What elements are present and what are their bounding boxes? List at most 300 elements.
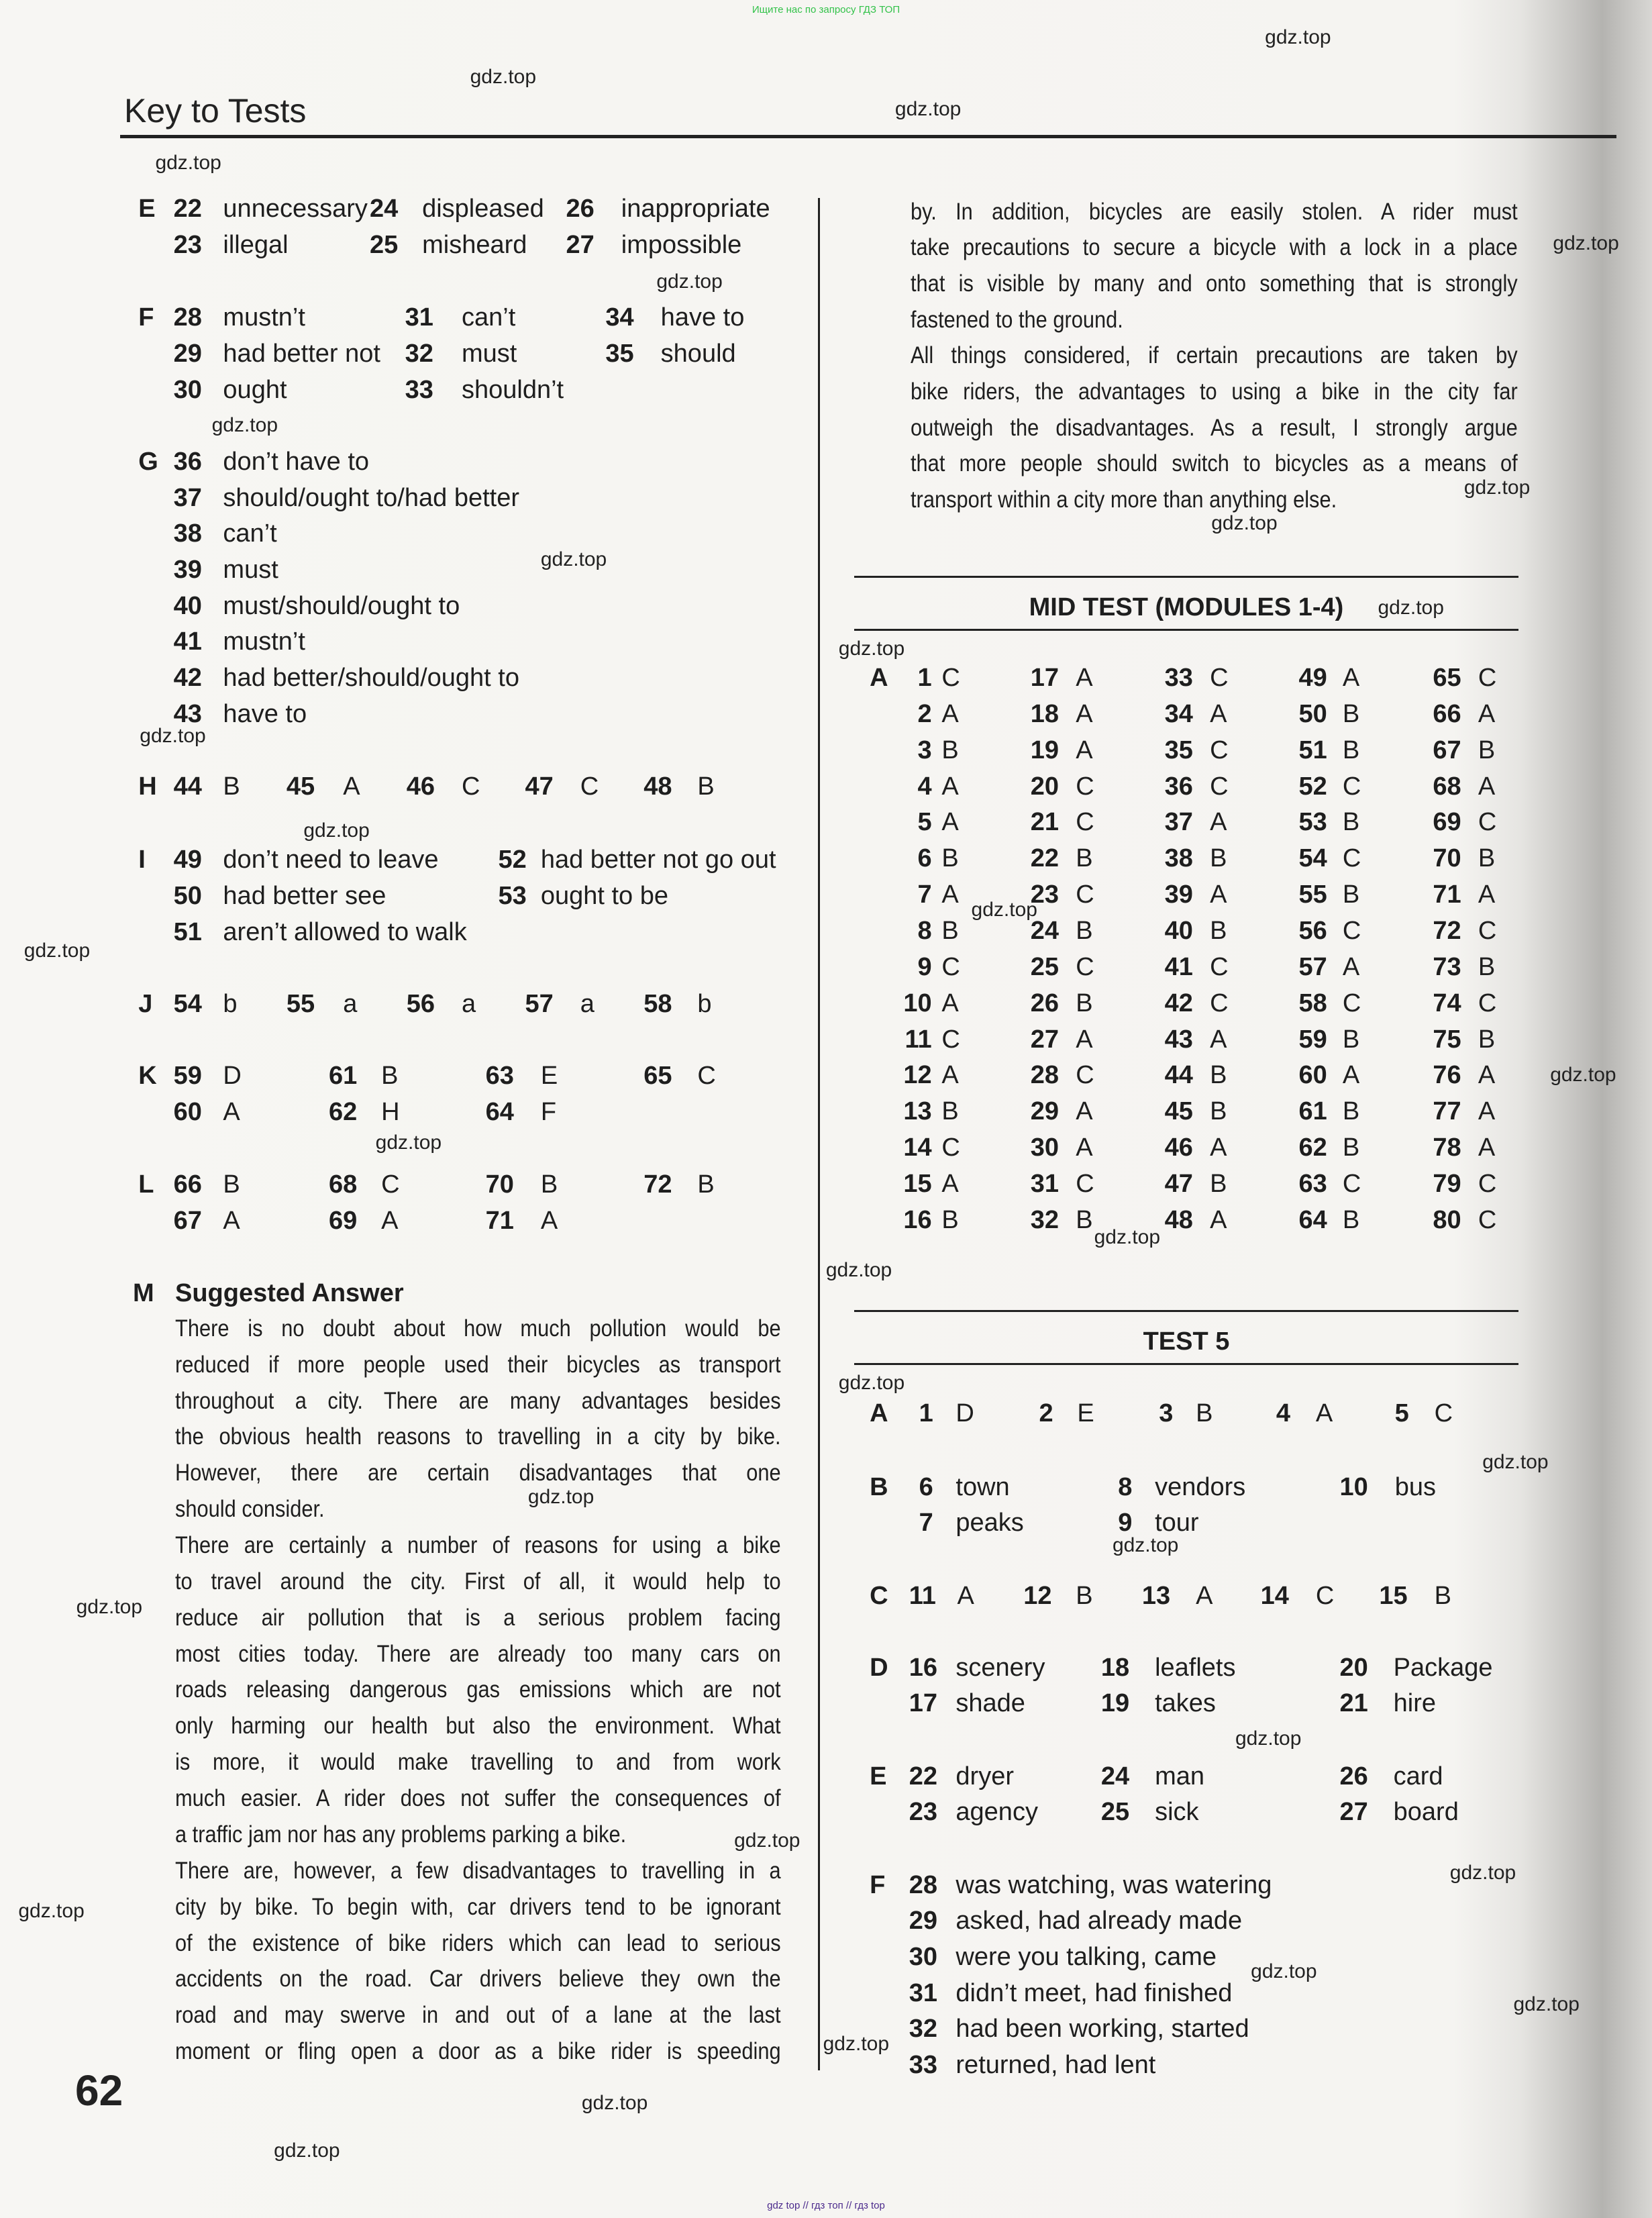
answer-number: 4 <box>917 772 932 801</box>
answer-number: 66 <box>1433 699 1461 728</box>
answer-number: 59 <box>1298 1025 1327 1054</box>
answer-number: 62 <box>1298 1133 1327 1162</box>
answer-number: 40 <box>1164 916 1193 945</box>
answer-number: 15 <box>1379 1581 1408 1610</box>
watermark-text: gdz.top <box>1112 1533 1179 1556</box>
answer-text: was watching, was watering <box>956 1870 1272 1899</box>
answer-text: A <box>381 1206 399 1235</box>
watermark-text: gdz.top <box>23 940 91 962</box>
watermark-text: gdz.top <box>1211 511 1278 534</box>
answer-number: 50 <box>1298 699 1327 728</box>
answer-text: scenery <box>956 1653 1045 1682</box>
answer-text: A <box>540 1206 558 1235</box>
answer-text: ought to be <box>540 881 668 910</box>
answer-number: 54 <box>173 989 202 1018</box>
answer-text: didn’t meet, had finished <box>956 1978 1233 2007</box>
column-divider <box>818 198 820 2070</box>
mid-test-bottom-rule <box>854 629 1518 631</box>
section-letter: E <box>138 195 156 223</box>
answer-text: have to <box>223 699 307 728</box>
answer-text: B <box>540 1170 558 1199</box>
answer-text: B <box>1342 736 1360 764</box>
answer-text: mustn’t <box>223 303 305 332</box>
answer-text: have to <box>660 303 745 332</box>
answer-text: A <box>941 880 959 909</box>
essay-line: of the existence of bike riders which can lead to serious <box>174 1929 781 1956</box>
watermark-text: gdz.top <box>1094 1226 1161 1249</box>
answer-text: C <box>1342 1169 1361 1198</box>
section-letter: F <box>870 1870 886 1899</box>
answer-number: 77 <box>1433 1097 1461 1126</box>
watermark-text: gdz.top <box>211 414 278 437</box>
answer-number: 50 <box>173 881 202 910</box>
answer-number: 47 <box>1164 1169 1193 1198</box>
section-letter: G <box>138 448 158 476</box>
answer-number: 55 <box>286 989 315 1018</box>
answer-number: 17 <box>909 1689 938 1718</box>
answer-number: 63 <box>1298 1169 1327 1198</box>
answer-text: B <box>1342 880 1360 909</box>
answer-text: illegal <box>223 231 289 260</box>
answer-number: 12 <box>903 1061 932 1090</box>
answer-text: F <box>540 1097 557 1126</box>
answer-text: displeased <box>422 195 544 223</box>
answer-text: B <box>1478 844 1496 873</box>
watermark-text: gdz.top <box>527 1486 595 1509</box>
essay-line: only harming our health but also the environment. What <box>174 1713 781 1740</box>
answer-number: 40 <box>173 591 202 620</box>
answer-number: 22 <box>909 1762 938 1791</box>
answer-number: 14 <box>1260 1581 1289 1610</box>
section-letter: I <box>138 846 146 874</box>
answer-number: 13 <box>1141 1581 1171 1610</box>
essay-line: accidents on the road. Car drivers believe they own the <box>174 1966 781 1993</box>
answer-number: 27 <box>1030 1025 1059 1054</box>
essay-line: a traffic jam nor has any problems parking a bike. <box>174 1821 627 1848</box>
answer-text: inappropriate <box>621 195 770 223</box>
answer-text: B <box>941 844 959 873</box>
answer-number: 8 <box>1118 1472 1133 1501</box>
answer-number: 62 <box>329 1097 358 1126</box>
answer-text: C <box>1210 989 1229 1017</box>
answer-number: 44 <box>173 772 202 801</box>
answer-text: E <box>1077 1399 1094 1428</box>
answer-text: C <box>1076 952 1094 981</box>
answer-text: C <box>1210 663 1229 692</box>
answer-number: 57 <box>1298 952 1327 981</box>
section-letter-m: M <box>133 1279 154 1307</box>
essay-line: throughout a city. There are many advantages besides <box>174 1387 781 1414</box>
answer-text: don’t have to <box>223 448 370 476</box>
watermark-text: gdz.top <box>1463 476 1531 499</box>
answer-text: C <box>580 772 599 801</box>
answer-number: 61 <box>329 1062 358 1091</box>
answer-number: 25 <box>1030 952 1059 981</box>
answer-text: B <box>223 772 240 801</box>
answer-number: 21 <box>1030 808 1059 837</box>
answer-number: 14 <box>903 1133 932 1162</box>
answer-text: A <box>1478 1061 1496 1090</box>
answer-text: can’t <box>462 303 516 332</box>
answer-text: A <box>1478 880 1496 909</box>
answer-number: 67 <box>1433 736 1461 764</box>
answer-number: 5 <box>1394 1399 1409 1428</box>
answer-number: 76 <box>1433 1061 1461 1090</box>
answer-text: C <box>1478 663 1497 692</box>
answer-number: 68 <box>329 1170 358 1199</box>
answer-text: A <box>1342 663 1360 692</box>
essay-line: to travel around the city. First of all, it would help to <box>174 1568 781 1595</box>
answer-number: 29 <box>1030 1097 1059 1126</box>
answer-number: 2 <box>917 699 932 728</box>
answer-number: 10 <box>903 989 932 1017</box>
answer-text: card <box>1393 1762 1443 1791</box>
answer-text: shouldn’t <box>462 375 564 404</box>
answer-text: A <box>1076 1025 1093 1054</box>
answer-number: 25 <box>1100 1798 1130 1827</box>
answer-text: A <box>1315 1399 1333 1428</box>
answer-number: 17 <box>1030 663 1059 692</box>
answer-number: 60 <box>1298 1061 1327 1090</box>
answer-text: C <box>1076 1169 1094 1198</box>
essay-line: by. In addition, bicycles are easily stolen. A rider must <box>911 198 1518 225</box>
essay-line: that is visible by many and onto something that is strongly <box>911 270 1518 297</box>
answer-text: A <box>1076 699 1093 728</box>
answer-number: 69 <box>329 1206 358 1235</box>
suggested-answer-heading: Suggested Answer <box>175 1279 404 1307</box>
answer-number: 70 <box>485 1170 514 1199</box>
watermark-text: gdz.top <box>894 98 962 121</box>
answer-number: 57 <box>525 989 554 1018</box>
section-letter: J <box>138 989 153 1018</box>
answer-text: C <box>462 772 480 801</box>
essay-line: city by bike. To begin with, car drivers tend to be ignorant <box>174 1893 781 1920</box>
essay-line: transport within a city more than anything else. <box>911 486 1337 513</box>
answer-number: 60 <box>173 1097 202 1126</box>
answer-text: B <box>1076 844 1093 873</box>
watermark-text: gdz.top <box>1513 1993 1580 2015</box>
answer-number: 47 <box>525 772 554 801</box>
answer-text: C <box>941 663 960 692</box>
watermark-text: gdz.top <box>1550 1064 1616 1087</box>
answer-text: can’t <box>223 519 277 548</box>
answer-text: had better/should/ought to <box>223 663 519 692</box>
answer-text: B <box>1210 1061 1227 1090</box>
answer-text: vendors <box>1155 1472 1246 1501</box>
answer-text: B <box>381 1062 399 1091</box>
answer-text: C <box>1342 772 1361 801</box>
essay-line: There are, however, a few disadvantages to travelling in a <box>174 1857 781 1884</box>
answer-text: C <box>1315 1581 1335 1610</box>
answer-text: C <box>941 952 960 981</box>
answer-number: 32 <box>909 2015 938 2044</box>
essay-line: There is no doubt about how much pollution would be <box>174 1315 781 1342</box>
answer-number: 28 <box>909 1870 938 1899</box>
answer-text: C <box>697 1062 716 1091</box>
answer-text: B <box>1210 916 1227 945</box>
answer-text: A <box>1478 772 1496 801</box>
answer-number: 30 <box>1030 1133 1059 1162</box>
watermark-text: gdz.top <box>18 1899 85 1922</box>
answer-number: 31 <box>1030 1169 1059 1198</box>
answer-text: man <box>1155 1762 1204 1791</box>
answer-text: B <box>941 1097 959 1126</box>
answer-number: 11 <box>909 1581 936 1610</box>
answer-number: 12 <box>1023 1581 1052 1610</box>
answer-number: 43 <box>173 699 202 728</box>
answer-text: A <box>343 772 360 801</box>
answer-text: hire <box>1393 1689 1437 1718</box>
answer-text: B <box>941 1205 959 1234</box>
watermark-text: gdz.top <box>1482 1450 1549 1473</box>
answer-number: 11 <box>905 1025 932 1054</box>
answer-text: A <box>1076 1133 1093 1162</box>
answer-number: 13 <box>903 1097 932 1126</box>
answer-number: 35 <box>605 340 634 368</box>
essay-line: most cities today. There are already too many cars on <box>174 1640 781 1667</box>
answer-text: had better not go out <box>540 846 776 874</box>
answer-text: unnecessary <box>223 195 368 223</box>
answer-number: 45 <box>286 772 315 801</box>
answer-text: had been working, started <box>956 2015 1249 2044</box>
answer-text: A <box>1210 1133 1227 1162</box>
answer-text: don’t need to leave <box>223 846 439 874</box>
answer-text: B <box>941 916 959 945</box>
answer-text: A <box>1342 1061 1360 1090</box>
answer-text: B <box>1478 736 1496 764</box>
answer-number: 9 <box>917 952 932 981</box>
answer-number: 26 <box>566 195 595 223</box>
answer-text: C <box>1342 989 1361 1017</box>
answer-number: 55 <box>1298 880 1327 909</box>
essay-line: However, there are certain disadvantages that one <box>174 1460 781 1486</box>
watermark-text: gdz.top <box>274 2139 340 2162</box>
answer-number: 37 <box>173 483 202 512</box>
answer-number: 26 <box>1030 989 1059 1017</box>
watermark-text: gdz.top <box>823 2032 890 2055</box>
answer-text: board <box>1393 1798 1459 1827</box>
answer-text: B <box>1342 1025 1360 1054</box>
answer-number: 33 <box>909 2051 938 2080</box>
answer-number: 6 <box>917 844 932 873</box>
answer-text: b <box>697 989 712 1018</box>
essay-line: bike riders, the advantages to using a bike in the city far <box>911 378 1518 405</box>
answer-text: takes <box>1155 1689 1216 1718</box>
answer-text: agency <box>956 1798 1038 1827</box>
section-letter: K <box>138 1062 157 1091</box>
answer-number: 54 <box>1298 844 1327 873</box>
answer-text: A <box>1478 699 1496 728</box>
watermark-text: gdz.top <box>375 1131 442 1154</box>
answer-text: C <box>941 1133 960 1162</box>
answer-number: 30 <box>173 375 202 404</box>
answer-text: impossible <box>621 231 742 260</box>
answer-text: A <box>1196 1581 1213 1610</box>
answer-text: A <box>941 1169 959 1198</box>
answer-number: 4 <box>1276 1399 1291 1428</box>
answer-number: 10 <box>1339 1472 1368 1501</box>
answer-number: 80 <box>1433 1205 1461 1234</box>
essay-line: much easier. A rider does not suffer the consequences of <box>174 1785 781 1812</box>
answer-number: 24 <box>370 195 399 223</box>
answer-text: B <box>1210 1097 1227 1126</box>
answer-text: C <box>1342 916 1361 945</box>
page-number: 62 <box>75 2066 123 2115</box>
answer-number: 44 <box>1164 1061 1193 1090</box>
answer-number: 29 <box>909 1907 938 1935</box>
answer-text: C <box>1210 772 1229 801</box>
answer-text: C <box>1076 808 1094 837</box>
answer-number: 56 <box>406 989 435 1018</box>
watermark-text: gdz.top <box>76 1596 143 1619</box>
essay-line: All things considered, if certain precautions are taken by <box>911 342 1518 369</box>
mid-test-top-rule <box>854 576 1518 578</box>
answer-number: 37 <box>1164 808 1193 837</box>
answer-text: A <box>1342 952 1360 981</box>
answer-number: 61 <box>1298 1097 1327 1126</box>
answer-number: 33 <box>405 375 433 404</box>
watermark-text: gdz.top <box>825 1258 892 1281</box>
answer-number: 63 <box>485 1062 514 1091</box>
watermark-text: gdz.top <box>155 152 221 174</box>
answer-number: 30 <box>909 1943 938 1972</box>
answer-text: D <box>956 1399 974 1428</box>
answer-number: 34 <box>605 303 634 332</box>
footer-watermark: gdz top // гдз топ // гдз top <box>767 2200 885 2211</box>
watermark-text: gdz.top <box>734 1829 801 1852</box>
title-rule <box>120 135 1616 138</box>
watermark-text: gdz.top <box>140 725 206 748</box>
answer-number: 41 <box>173 627 202 656</box>
answer-text: b <box>223 989 238 1018</box>
answer-number: 16 <box>909 1653 938 1682</box>
answer-number: 19 <box>1100 1689 1130 1718</box>
answer-text: tour <box>1155 1509 1199 1538</box>
answer-number: 49 <box>1298 663 1327 692</box>
answer-text: B <box>1076 989 1093 1017</box>
answer-number: 22 <box>173 195 202 223</box>
test5-top-rule <box>854 1310 1518 1312</box>
answer-text: A <box>1210 808 1227 837</box>
watermark-text: gdz.top <box>470 65 537 88</box>
answer-number: 19 <box>1030 736 1059 764</box>
answer-number: 5 <box>917 808 932 837</box>
section-letter: A <box>870 1399 888 1428</box>
answer-text: leaflets <box>1155 1653 1236 1682</box>
answer-number: 78 <box>1433 1133 1461 1162</box>
answer-text: B <box>697 1170 715 1199</box>
answer-number: 26 <box>1339 1762 1368 1791</box>
answer-number: 3 <box>1159 1399 1174 1428</box>
watermark-text: gdz.top <box>1378 596 1444 619</box>
answer-number: 59 <box>173 1062 202 1091</box>
answer-number: 20 <box>1030 772 1059 801</box>
answer-text: should <box>660 340 736 368</box>
answer-text: A <box>957 1581 974 1610</box>
answer-number: 7 <box>919 1509 933 1538</box>
answer-text: C <box>381 1170 400 1199</box>
answer-text: B <box>1342 1133 1360 1162</box>
answer-number: 42 <box>173 663 202 692</box>
answer-text: were you talking, came <box>956 1943 1217 1972</box>
answer-number: 34 <box>1164 699 1193 728</box>
answer-text: C <box>1076 1061 1094 1090</box>
answer-number: 3 <box>917 736 932 764</box>
answer-number: 45 <box>1164 1097 1193 1126</box>
section-letter: C <box>870 1581 888 1610</box>
answer-text: C <box>1478 916 1497 945</box>
essay-line: moment or fling open a door as a bike rider is speeding <box>174 2038 781 2065</box>
section-letter: F <box>138 303 154 332</box>
answer-text: A <box>1210 699 1227 728</box>
test5-bottom-rule <box>854 1363 1518 1365</box>
answer-text: shade <box>956 1689 1025 1718</box>
answer-number: 23 <box>1030 880 1059 909</box>
answer-number: 64 <box>485 1097 514 1126</box>
answer-number: 16 <box>903 1205 932 1234</box>
answer-text: A <box>1076 736 1093 764</box>
answer-number: 31 <box>405 303 433 332</box>
answer-text: B <box>1210 1169 1227 1198</box>
answer-text: A <box>941 1061 959 1090</box>
watermark-text: gdz.top <box>540 548 607 571</box>
answer-text: A <box>1076 663 1093 692</box>
answer-number: 42 <box>1164 989 1193 1017</box>
answer-number: 68 <box>1433 772 1461 801</box>
answer-text: A <box>1478 1097 1496 1126</box>
answer-text: B <box>223 1170 240 1199</box>
answer-number: 27 <box>1339 1798 1368 1827</box>
essay-line: should consider. <box>174 1496 325 1523</box>
answer-text: must <box>223 555 278 584</box>
answer-text: C <box>1210 952 1229 981</box>
answer-number: 48 <box>1164 1205 1193 1234</box>
answer-text: mustn’t <box>223 627 305 656</box>
answer-number: 38 <box>173 519 202 548</box>
watermark-text: gdz.top <box>1265 26 1331 48</box>
answer-text: ought <box>223 375 287 404</box>
answer-number: 48 <box>643 772 672 801</box>
essay-line: that more people should switch to bicycles as a means of <box>911 450 1518 477</box>
answer-text: B <box>1478 952 1496 981</box>
answer-text: a <box>462 989 476 1018</box>
answer-number: 52 <box>498 846 527 874</box>
answer-text: C <box>1342 844 1361 873</box>
answer-number: 41 <box>1164 952 1193 981</box>
answer-text: B <box>941 736 959 764</box>
answer-text: town <box>956 1472 1010 1501</box>
answer-number: 70 <box>1433 844 1461 873</box>
answer-number: 21 <box>1339 1689 1368 1718</box>
answer-number: 43 <box>1164 1025 1193 1054</box>
answer-text: returned, had lent <box>956 2051 1156 2080</box>
answer-number: 53 <box>1298 808 1327 837</box>
answer-text: A <box>941 699 959 728</box>
test5-heading: TEST 5 <box>1143 1327 1230 1356</box>
answer-number: 36 <box>173 448 202 476</box>
answer-text: A <box>1076 1097 1093 1126</box>
answer-number: 18 <box>1100 1653 1130 1682</box>
answer-number: 74 <box>1433 989 1461 1017</box>
watermark-text: gdz.top <box>581 2091 648 2114</box>
answer-text: C <box>1076 880 1094 909</box>
section-letter: D <box>870 1653 888 1682</box>
answer-number: 18 <box>1030 699 1059 728</box>
answer-text: A <box>1210 1025 1227 1054</box>
answer-text: misheard <box>422 231 527 260</box>
answer-number: 8 <box>917 916 932 945</box>
answer-text: C <box>1210 736 1229 764</box>
